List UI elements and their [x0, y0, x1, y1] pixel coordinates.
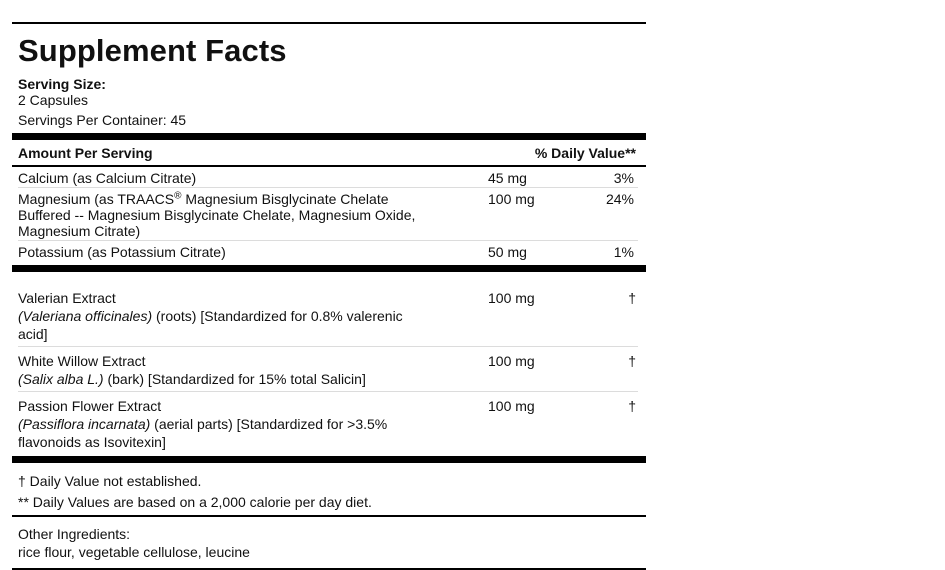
thick-divider — [12, 456, 646, 463]
serving-size-value: 2 Capsules — [18, 92, 89, 108]
extract-amount: 100 mg — [488, 290, 535, 306]
extract-latin-name: (Valeriana officinales) — [18, 308, 153, 324]
extract-detail: (aerial parts) [Standardized for >3.5% — [150, 416, 388, 432]
extract-row — [18, 347, 638, 392]
daily-value-heading: % Daily Value** — [534, 145, 636, 161]
servings-per-container: Servings Per Container: 45 — [18, 112, 187, 128]
nutrient-row — [18, 167, 638, 188]
extract-title: Valerian Extract — [18, 290, 116, 306]
thick-divider — [12, 265, 646, 272]
extract-row — [18, 392, 638, 454]
extract-amount: 100 mg — [488, 398, 535, 414]
nutrient-name-part: Magnesium Citrate) — [18, 223, 141, 239]
extract-row — [18, 284, 638, 347]
thick-divider — [12, 133, 646, 140]
nutrient-name — [18, 191, 488, 239]
footnote-daily-value-basis: ** Daily Values are based on a 2,000 calorie per day diet. — [18, 494, 372, 510]
nutrient-name-part: Magnesium (as TRAACS — [18, 191, 175, 207]
nutrient-name-part: Buffered -- Magnesium Bisglycinate Chelate, Magnesium Oxide, — [18, 207, 416, 223]
nutrient-name: Potassium (as Potassium Citrate) — [18, 244, 226, 260]
extract-detail: acid] — [18, 326, 48, 342]
extract-title: White Willow Extract — [18, 353, 146, 369]
extract-detail: (bark) [Standardized for 15% total Salicin] — [103, 371, 366, 387]
nutrient-name-part: Magnesium Bisglycinate Chelate — [181, 191, 389, 207]
extract-daily-value: † — [628, 353, 636, 369]
nutrient-amount: 50 mg — [488, 244, 527, 260]
other-ingredients-label: Other Ingredients: — [18, 526, 131, 542]
footnote-dagger: † Daily Value not established. — [18, 473, 202, 489]
amount-per-serving-heading: Amount Per Serving — [18, 145, 153, 161]
nutrient-amount: 100 mg — [488, 191, 535, 207]
extract-title: Passion Flower Extract — [18, 398, 162, 414]
other-ingredients-divider — [12, 515, 646, 517]
nutrient-row — [18, 241, 638, 261]
nutrient-name: Calcium (as Calcium Citrate) — [18, 170, 197, 186]
registered-mark: ® — [174, 190, 182, 202]
serving-size-label: Serving Size: — [18, 76, 106, 92]
nutrient-row — [18, 188, 638, 241]
extract-name — [18, 397, 488, 451]
panel-title: Supplement Facts — [18, 33, 287, 68]
extract-latin-name: (Passiflora incarnata) — [18, 416, 151, 432]
extract-detail: flavonoids as Isovitexin] — [18, 434, 166, 450]
nutrient-daily-value: 3% — [613, 170, 634, 186]
nutrient-amount: 45 mg — [488, 170, 527, 186]
nutrient-daily-value: 1% — [613, 244, 634, 260]
table-header — [18, 140, 638, 165]
other-ingredients-value: rice flour, vegetable cellulose, leucine — [18, 544, 250, 560]
other-ingredients — [18, 525, 638, 565]
top-rule — [12, 22, 646, 24]
supplement-facts-panel — [12, 22, 646, 570]
extract-amount: 100 mg — [488, 353, 535, 369]
nutrient-daily-value: 24% — [605, 191, 634, 207]
extract-daily-value: † — [628, 290, 636, 306]
extract-name — [18, 289, 488, 343]
extract-detail: (roots) [Standardized for 0.8% valerenic — [152, 308, 403, 324]
extract-name — [18, 352, 488, 388]
extract-daily-value: † — [628, 398, 636, 414]
extract-latin-name: (Salix alba L.) — [18, 371, 104, 387]
